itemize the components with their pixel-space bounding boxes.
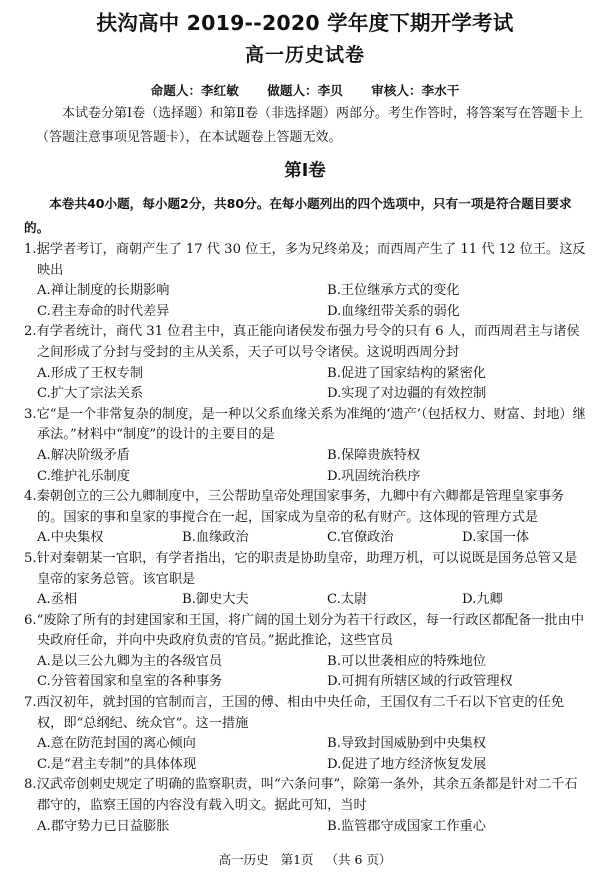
option-b: B.血缘政治	[182, 530, 249, 546]
option-a: A.丞相	[37, 592, 78, 608]
option-c: C.是“君主专制”的具体体现	[37, 756, 197, 772]
option-d: D.可拥有所辖区域的行政管理权	[327, 674, 513, 690]
question-stem: 3.它“是一个非常复杂的制度，是一种以父系血缘关系为准绳的‘遗产’（包括权力、财富、封地）继承法。”材料中“制度”的设计的主要目的是	[24, 406, 586, 443]
question-4	[24, 487, 586, 549]
option-d: D.促进了地方经济恢复发展	[327, 756, 487, 772]
option-a: A.解决阶级矛盾	[37, 447, 130, 463]
question-8	[24, 775, 586, 837]
footer-page-number: 第1页	[280, 852, 314, 867]
option-a: A.形成了王权专制	[37, 365, 144, 381]
question-stem: 4.秦朝创立的三公九卿制度中，三公帮助皇帝处理国家事务，九卿中有六卿都是管理皇家事务的。国家的事和皇家的事搅合在一起，国家成为皇帝的私有财产。这体现的管理方式是	[24, 489, 565, 525]
option-c: C.君主寿命的时代差异	[37, 303, 170, 319]
footer-subject: 高一历史	[218, 852, 269, 867]
proofreader-name: 做题人：李贝	[267, 83, 343, 98]
question-stem: 8.汉武帝创刺史规定了明确的监察职责，叫“六条问事”，除第一条外，其余五条都是针对二千石郡守的，监察王国的内容没有载入明文。据此可知，当时	[24, 777, 578, 814]
exam-subtitle: 高一历史试卷	[244, 44, 365, 66]
option-d: D.家国一体	[462, 530, 530, 546]
option-a: A.禅让制度的长期影响	[37, 283, 170, 299]
option-group	[24, 817, 586, 838]
reviewer-name: 审核人：李水干	[371, 83, 460, 98]
option-b: B.保障贵族特权	[327, 447, 421, 463]
option-group	[24, 590, 586, 611]
question-stem: 1.据学者考订，商朝产生了 17 代 30 位王，多为兄终弟及；而西周产生了 11 代 12 位王。这反映出	[24, 242, 586, 278]
question-6	[24, 611, 586, 693]
question-list	[24, 240, 586, 837]
option-c: C.扩大了宗法关系	[37, 386, 144, 402]
option-c: C.太尉	[327, 592, 368, 608]
option-b: B.监管郡守成国家工作重心	[327, 818, 486, 834]
exam-intro: 本试卷分第Ⅰ卷（选择题）和第Ⅱ卷（非选择题）两部分。考生作答时，将答案写在答题卡上（答题注意事项见答题卡），在本试题卷上答题无效。	[36, 106, 583, 145]
option-d: D.巩固统治秩序	[327, 468, 421, 484]
option-b: B.可以世袭相应的特殊地位	[327, 653, 486, 669]
option-b: B.导致封国威胁到中央集权	[327, 736, 486, 752]
exam-title: 扶沟高中 2019--2020 学年度下期开学考试	[96, 11, 514, 35]
author-name: 命题人：李红敏	[150, 83, 239, 98]
page-footer	[0, 850, 610, 868]
question-stem: 2.有学者统计，商代 31 位君主中，真正能向诸侯发布强力号令的只有 6 人，而西周君主与诸侯之间形成了分封与受封的主从关系，天子可以号令诸侯。这说明西周分封	[24, 324, 580, 360]
option-a: A.是以三公九卿为主的各级官员	[37, 653, 223, 669]
footer-total-pages: （共 6 页）	[325, 852, 392, 867]
option-group	[24, 528, 586, 549]
option-d: D.血缘纽带关系的弱化	[327, 303, 460, 319]
option-d: D.九卿	[462, 592, 503, 608]
question-stem: 7.西汉初年，就封国的官制而言，王国的傅、相由中央任命，王国仅有二千石以下官吏的任免权，即“总纲纪、统众官”。这一措施	[24, 695, 565, 731]
option-group	[24, 364, 586, 405]
option-group	[24, 652, 586, 693]
question-7	[24, 693, 586, 775]
question-5	[24, 549, 586, 611]
option-c: C.分管着国家和皇室的各种事务	[37, 674, 223, 690]
option-a: A.中央集权	[37, 530, 104, 546]
option-c: C.维护礼乐制度	[37, 468, 130, 484]
option-b: B.御史大夫	[182, 592, 249, 608]
question-stem: 5.针对秦朝某一官职，有学者指出，它的职责是协助皇帝，助理万机，可以说既是国务总管又是皇帝的家务总管。该官职是	[24, 550, 578, 587]
question-3	[24, 405, 586, 487]
option-d: D.实现了对边疆的有效控制	[327, 386, 487, 402]
option-a: A.郡守势力已日益膨胀	[37, 818, 170, 834]
option-group	[24, 446, 586, 487]
option-b: B.促进了国家结构的紧密化	[327, 365, 486, 381]
option-group	[24, 281, 586, 322]
section-instructions: 本卷共40小题，每小题2分，共80分。在每小题列出的四个选项中，只有一项是符合题目要求的。	[24, 196, 572, 235]
option-c: C.官僚政治	[327, 530, 394, 546]
question-1	[24, 240, 586, 322]
option-group	[24, 734, 586, 775]
question-stem: 6.“废除了所有的封建国家和王国，将广阔的国土划分为若干行政区，每一行政区都配备一批由中央政府任命，并向中央政府负责的官员。”据此推论，这些官员	[24, 612, 585, 649]
option-a: A.意在防范封国的离心倾向	[37, 736, 196, 752]
option-b: B.王位继承方式的变化	[327, 283, 460, 299]
section-title: 第Ⅰ卷	[284, 161, 326, 181]
author-line	[0, 80, 610, 99]
question-2	[24, 322, 586, 404]
